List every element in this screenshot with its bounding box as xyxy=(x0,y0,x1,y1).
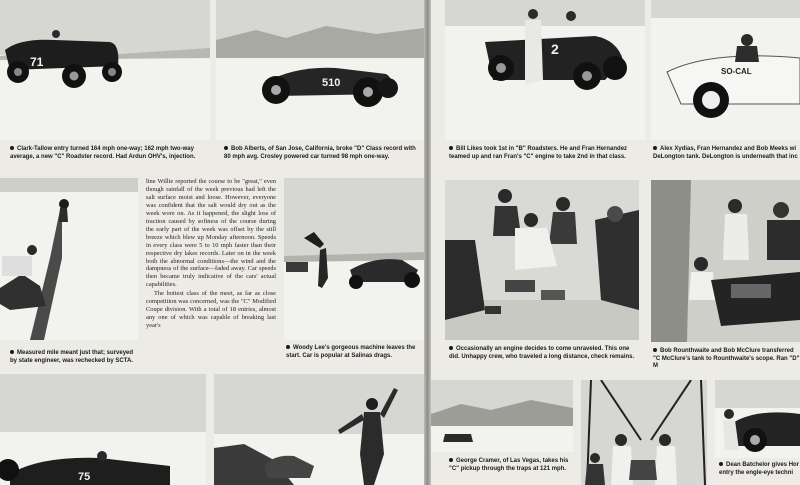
car-number-71: 71 xyxy=(30,55,44,69)
caption-bill-likes: Bill Likes took 1st in "B" Roadsters. He and Fran Hernandez teamed up and ran Fran's "C" engine to take 2nd in that class. xyxy=(449,146,628,160)
photo-woody-lee-start xyxy=(284,178,424,340)
bullet-icon xyxy=(286,345,290,349)
photo-flagman xyxy=(214,374,424,485)
bullet-icon xyxy=(653,348,657,352)
caption-xydias: Alex Xydias, Fran Hernandez and Bob Meeks wi DeLongton tank. DeLongton is underneath that inc xyxy=(653,146,798,160)
bullet-icon xyxy=(10,350,14,354)
bullet-icon xyxy=(10,146,14,150)
photo-clark-tallow-roadster xyxy=(0,0,210,140)
car-number-510: 510 xyxy=(322,77,341,89)
photo-cramer-pickup xyxy=(431,380,573,452)
bullet-icon xyxy=(719,462,723,466)
tank-label-so-cal: SO-CAL xyxy=(721,67,752,76)
caption-woody-lee: Woody Lee's gorgeous machine leaves the start. Car is popular at Salinas drags. xyxy=(286,345,416,359)
photo-measured-mile xyxy=(0,178,138,340)
photo-engine-remains xyxy=(445,180,639,340)
caption-clark-tallow: Clark-Tallow entry turned 164 mph one-way; 162 mph two-way average, a new "C" Roadster record. Had Ardun OHV's, injection. xyxy=(10,146,196,160)
caption-batchelor: Dean Batchelor gives Hor entry the engle-eye techni xyxy=(719,462,800,476)
car-number-75: 75 xyxy=(78,471,91,483)
photo-alberts-crosley-car xyxy=(216,0,424,140)
photo-bill-likes-roadster xyxy=(445,0,645,140)
article-paragraph: line Willie reported the course to be "great," even though rainfall of the week previous had left the salt surface moist and loose. However, everyone was confident that the salt would dry out as the week wore on. As it happened, the slight loss of traction caused by softness of the course during the early part of the week was offset by the still breeze which blew up Monday afternoon. Speeds in every class were 5 to 10 mph faster than their respective dry lakes records. Later on in the week both the abnormal conditions—the wind and the dampness of the surface—faded away. Car speeds then became truly indicative of the cars' actual capabilities. xyxy=(146,178,276,289)
bullet-icon xyxy=(449,146,453,150)
caption-rounthwaite: Bob Rounthwaite and Bob McClure transferred "C McClure's tank to Rounthwaite's scope. Ran "D" M xyxy=(653,348,800,370)
photo-bottom-roadster xyxy=(0,374,206,485)
bullet-icon xyxy=(224,146,228,150)
page-gutter xyxy=(424,0,431,485)
photo-so-cal-tank xyxy=(651,0,800,140)
photo-rounthwaite-mcclure xyxy=(651,180,800,342)
car-number-2: 2 xyxy=(551,41,559,57)
photo-batchelor-roadster xyxy=(715,380,800,458)
article-paragraph: The hottest class of the meet, as far as close competition was concerned, was the "C" Modified Coupe division. With a total of 18 entries, almost any one of which was capable of breaking last year's xyxy=(146,290,276,330)
bullet-icon xyxy=(449,346,453,350)
caption-alberts: Bob Alberts, of San Jose, California, broke "D" Class record with 80 mph avg. Crosley powered car turned 98 mph one-way. xyxy=(224,146,416,160)
bullet-icon xyxy=(449,458,453,462)
caption-cramer: George Cramer, of Las Vegas, takes his "C" pickup through the traps at 121 mph. xyxy=(449,458,569,472)
right-page xyxy=(431,0,800,485)
article-body xyxy=(146,178,276,368)
caption-engine-unraveled: Occasionally an engine decides to come unraveled. This one did. Unhappy crew, who traveled a long distance, check remains. xyxy=(449,346,635,360)
bullet-icon xyxy=(653,146,657,150)
photo-crew-tower xyxy=(581,380,707,485)
caption-measured-mile: Measured mile meant just that; surveyed by state engineer, was rechecked by SCTA. xyxy=(10,350,134,364)
